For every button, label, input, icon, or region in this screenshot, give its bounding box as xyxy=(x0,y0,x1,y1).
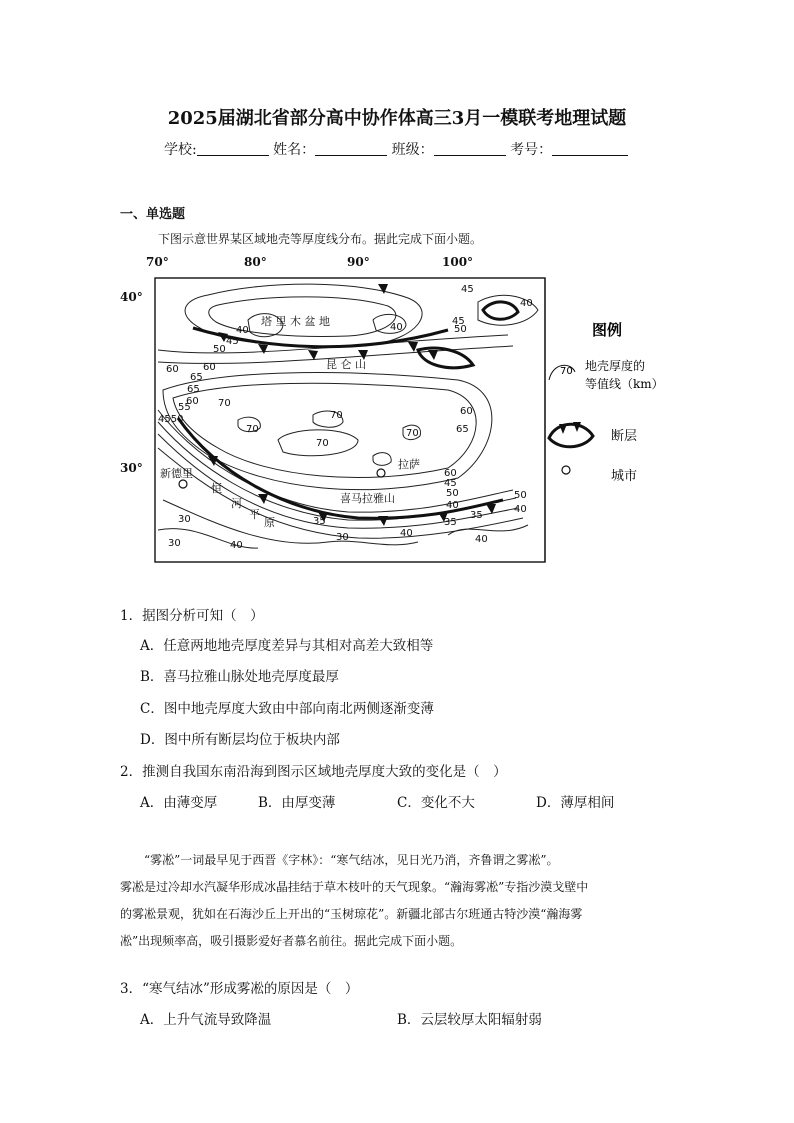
passage-line: 的雾凇景观，犹如在石海沙丘上开出的“玉树琼花”。新疆北部古尔班通古特沙漠“瀚海雾 xyxy=(120,907,583,921)
fault-tooth xyxy=(258,344,268,354)
fault-tooth xyxy=(408,342,418,352)
contour-value: 40 xyxy=(520,298,533,309)
question-2-option-c[interactable]: C．变化不大 xyxy=(397,795,475,811)
legend-contour-value: 70 xyxy=(560,366,573,377)
fault-tooth xyxy=(428,350,438,360)
contour-value: 60 xyxy=(186,396,199,407)
contour-value: 60 xyxy=(203,362,216,373)
class-blank xyxy=(434,141,506,156)
question-2-stem: 2．推测自我国东南沿海到图示区域地壳厚度大致的变化是（ ） xyxy=(120,764,507,780)
fault-tooth xyxy=(378,284,388,294)
lon-label: 100° xyxy=(442,255,474,269)
lat-label: 40° xyxy=(120,290,143,304)
place-label: 恒 xyxy=(211,482,222,495)
exam-number-label: 考号： xyxy=(510,142,553,158)
question-2-option-a[interactable]: A．由薄变厚 xyxy=(140,795,218,811)
contour-value: 70 xyxy=(406,428,419,439)
question-2-option-d[interactable]: D．薄厚相间 xyxy=(536,795,615,811)
city-new-delhi xyxy=(179,480,187,488)
contour-value: 70 xyxy=(218,398,231,409)
contour-value: 40 xyxy=(390,322,403,333)
name-blank xyxy=(315,141,387,156)
contour-value: 30 xyxy=(178,514,191,525)
passage-line: 凇”出现频率高，吸引摄影爱好者慕名前往。据此完成下面小题。 xyxy=(120,934,463,948)
student-info-line xyxy=(164,139,628,159)
question-3-stem: 3．“寒气结冰”形成雾凇的原因是（ ） xyxy=(120,981,359,997)
contour-value: 40 xyxy=(230,540,243,551)
fault-tooth xyxy=(308,350,318,360)
contour-value: 70 xyxy=(330,410,343,421)
contour-value: 55 xyxy=(178,402,191,413)
school-blank xyxy=(197,141,269,156)
legend-contour-desc: 等值线（km） xyxy=(585,377,664,391)
legend-fault-label: 断层 xyxy=(611,429,638,444)
place-label: 平 xyxy=(249,508,260,521)
legend-city-symbol xyxy=(562,466,570,474)
fault-tooth xyxy=(378,516,388,526)
contour-line xyxy=(448,525,528,535)
question-3-option-b[interactable]: B．云层较厚太阳辐射弱 xyxy=(397,1012,542,1028)
contour-value: 60 xyxy=(166,364,179,375)
city-lhasa xyxy=(377,469,385,477)
contour-value: 40 xyxy=(446,500,459,511)
fault-tooth xyxy=(258,494,268,504)
contour-value: 50 xyxy=(446,488,459,499)
place-label: 河 xyxy=(231,497,242,510)
contour-value: 45 xyxy=(461,284,474,295)
lon-label: 90° xyxy=(347,255,370,269)
place-label: 昆 仑 山 xyxy=(326,358,366,371)
fault-line xyxy=(483,302,518,319)
contour-value: 70 xyxy=(316,438,329,449)
place-label: 新德里 xyxy=(160,467,193,480)
lon-label: 80° xyxy=(244,255,267,269)
section-heading: 一、单选题 xyxy=(120,207,186,222)
place-label: 塔 里 木 盆 地 xyxy=(261,315,330,328)
contour-value: 4550 xyxy=(158,414,184,425)
fault-line xyxy=(418,348,473,368)
question-1-stem: 1．据图分析可知（ ） xyxy=(120,608,264,624)
legend-panel xyxy=(545,300,673,510)
contour-value: 60 xyxy=(444,468,457,479)
contour-value: 65 xyxy=(190,372,203,383)
passage-line: 雾凇是过冷却水汽凝华形成冰晶挂结于草木枝叶的天气现象。“瀚海雾凇”专指沙漠戈壁中 xyxy=(120,880,589,894)
passage-line: “雾凇”一词最早见于西晋《字林》：“寒气结冰，见日光乃消，齐鲁谓之雾凇”。 xyxy=(144,853,559,867)
contour-line xyxy=(163,373,492,490)
contour-value: 50 xyxy=(213,344,226,355)
exam-number-blank xyxy=(552,141,628,156)
class-label: 班级： xyxy=(391,142,434,158)
question-1-option-a[interactable]: A．任意两地地壳厚度差异与其相对高差大致相等 xyxy=(140,638,434,654)
contour-value: 35 xyxy=(313,516,326,527)
question-1-option-c[interactable]: C．图中地壳厚度大致由中部向南北两侧逐渐变薄 xyxy=(140,701,434,717)
question-3-option-a[interactable]: A．上升气流导致降温 xyxy=(140,1012,272,1028)
contour-value: 30 xyxy=(168,538,181,549)
contour-line xyxy=(158,422,516,520)
legend-fault-symbol xyxy=(549,424,593,447)
place-label: 拉萨 xyxy=(398,458,420,471)
lat-label: 30° xyxy=(120,461,143,475)
contour-value: 45 xyxy=(452,316,465,327)
legend-title: 图例 xyxy=(592,321,623,339)
school-label: 学校: xyxy=(164,142,197,158)
contour-line xyxy=(158,335,508,353)
contour-value: 40 xyxy=(400,528,413,539)
contour-value: 35 xyxy=(470,510,483,521)
contour-value: 30 xyxy=(336,532,349,543)
page-title: 2025届湖北省部分高中协作体高三3月一模联考地理试题 xyxy=(167,108,627,129)
contour-value: 70 xyxy=(246,424,259,435)
contour-value: 45 xyxy=(226,336,239,347)
question-intro: 下图示意世界某区域地壳等厚度线分布。据此完成下面小题。 xyxy=(158,232,483,246)
question-2-option-b[interactable]: B．由厚变薄 xyxy=(258,795,336,811)
place-label: 原 xyxy=(264,516,275,529)
contour-value: 65 xyxy=(187,384,200,395)
contour-value: 40 xyxy=(475,534,488,545)
contour-value: 50 xyxy=(514,490,527,501)
contour-value: 40 xyxy=(236,325,249,336)
reading-passage xyxy=(120,847,680,955)
question-1-option-b[interactable]: B．喜马拉雅山脉处地壳厚度最厚 xyxy=(140,669,339,685)
contour-value: 60 xyxy=(460,406,473,417)
contour-value: 40 xyxy=(514,504,527,515)
contour-line xyxy=(373,453,391,466)
contour-value: 35 xyxy=(444,517,457,528)
legend-city-label: 城市 xyxy=(611,469,638,484)
contour-value: 45 xyxy=(444,478,457,489)
fault-tooth xyxy=(559,424,567,434)
legend-contour-desc: 地壳厚度的 xyxy=(585,359,646,373)
name-label: 姓名： xyxy=(273,142,316,158)
lon-label: 70° xyxy=(146,255,169,269)
place-label: 喜马拉雅山 xyxy=(340,492,395,505)
question-1-option-d[interactable]: D．图中所有断层均位于板块内部 xyxy=(140,732,340,748)
contour-value: 65 xyxy=(456,424,469,435)
contour-value: 50 xyxy=(454,324,467,335)
crust-thickness-map xyxy=(118,250,558,566)
